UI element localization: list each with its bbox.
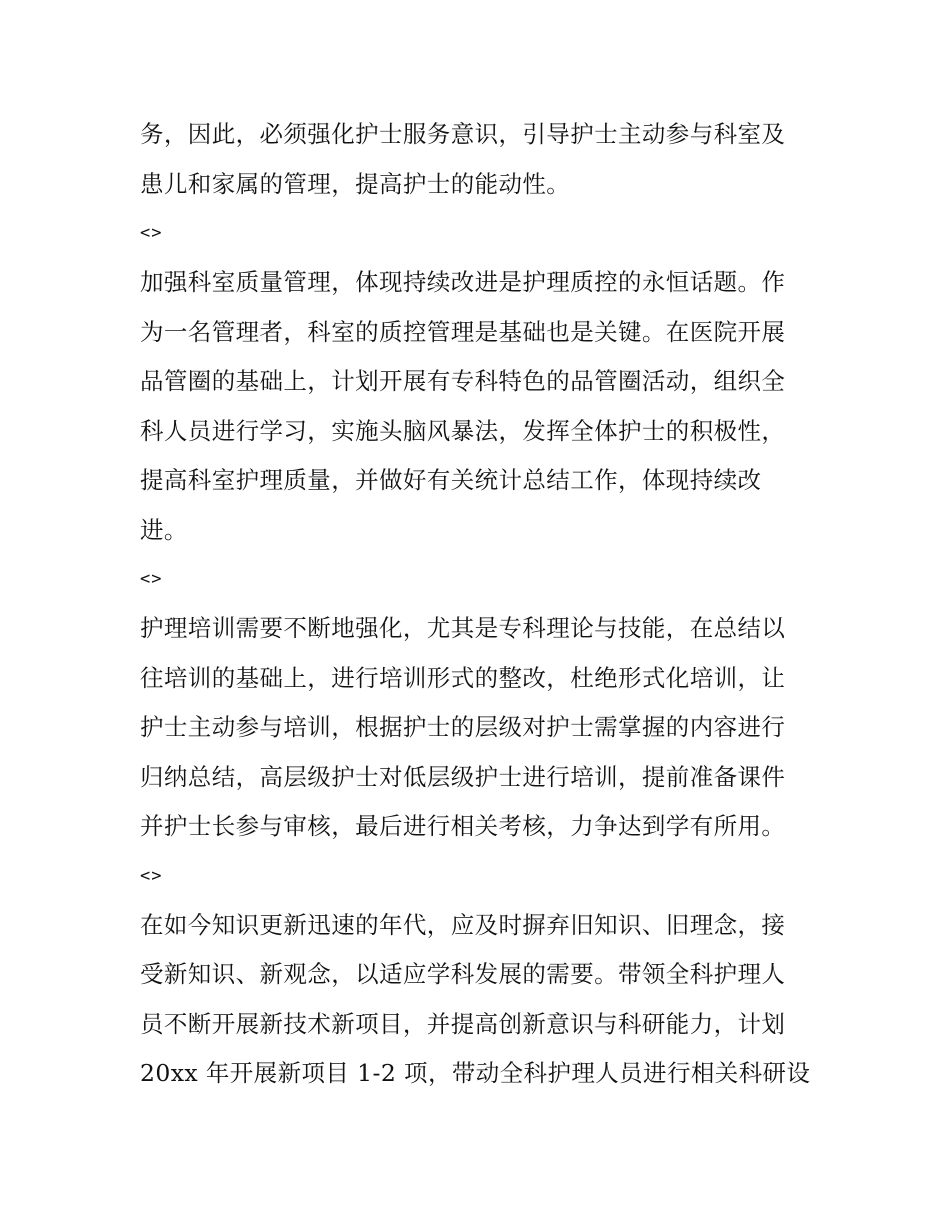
paragraph-line: 归纳总结，高层级护士对低层级护士进行培训，提前准备课件	[140, 762, 786, 791]
paragraph-line: 20xx 年开展新项目 1-2 项，带动全科护理人员进行相关科研设	[140, 1059, 811, 1087]
paragraph-line: 员不断开展新技术新项目，并提高创新意识与科研能力，计划	[140, 1009, 786, 1038]
paragraph-line: 进。	[140, 515, 188, 544]
paragraph-line: 受新知识、新观念，以适应学科发展的需要。带领全科护理人	[140, 960, 786, 988]
paragraph-line: 提高科室护理质量，并做好有关统计总结工作，体现持续改	[140, 466, 762, 494]
paragraph-line: 科人员进行学习，实施头脑风暴法，发挥全体护士的积极性，	[140, 416, 786, 445]
section-separator: <>	[140, 569, 163, 589]
paragraph-line: 品管圈的基础上，计划开展有专科特色的品管圈活动，组织全	[140, 367, 786, 395]
paragraph-line: 患儿和家属的管理，提高护士的能动性。	[140, 169, 571, 198]
document-body	[140, 110, 820, 1099]
paragraph-line: 务，因此，必须强化护士服务意识，引导护士主动参与科室及	[140, 120, 786, 148]
paragraph-line: 在如今知识更新迅速的年代，应及时摒弃旧知识、旧理念，接	[140, 910, 786, 939]
section-separator: <>	[140, 865, 163, 886]
paragraph-line: 护理培训需要不断地强化，尤其是专科理论与技能，在总结以	[140, 614, 786, 642]
paragraph-line: 为一名管理者，科室的质控管理是基础也是关键。在医院开展	[140, 317, 786, 346]
section-separator: <>	[140, 223, 163, 243]
paragraph-line: 加强科室质量管理，体现持续改进是护理质控的永恒话题。作	[140, 268, 786, 296]
paragraph-line: 往培训的基础上，进行培训形式的整改，杜绝形式化培训，让	[140, 663, 786, 692]
paragraph-line: 护士主动参与培训，根据护士的层级对护士需掌握的内容进行	[140, 713, 786, 741]
paragraph-line: 并护士长参与审核，最后进行相关考核，力争达到学有所用。	[140, 812, 786, 840]
